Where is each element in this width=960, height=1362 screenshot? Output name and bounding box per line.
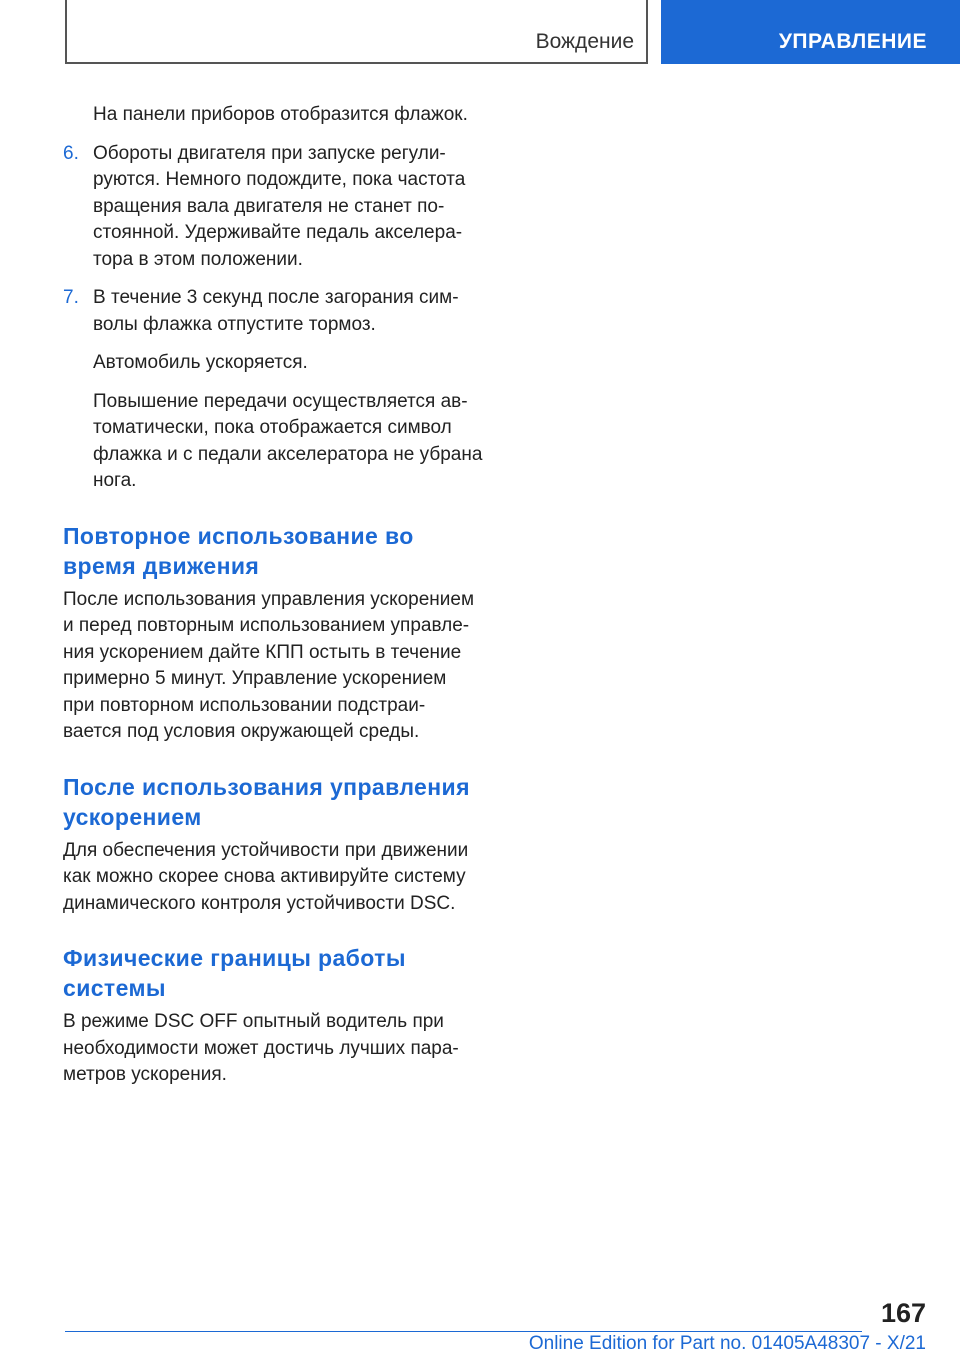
text-line: руются. Немного подождите, пока частота [93,169,466,190]
text-line: В режиме DSC OFF опытный водитель при [63,1011,444,1032]
text-line: волы флажка отпустите тормоз. [93,313,376,335]
heading-line: системы [63,975,166,1001]
section-heading-limits [63,943,493,1003]
main-content [63,102,493,1089]
text-line: и перед повторным использованием управле‐ [63,615,470,636]
section-body-after-use [63,838,493,918]
header-section-title: Вождение [535,30,634,53]
step-text [93,285,493,338]
header-chapter-tab [661,0,960,64]
text-line: ния ускорением дайте КПП остыть в течение [63,641,462,663]
text-line: Повышение передачи осуществляется ав‐ [93,390,468,412]
heading-line: ускорением [63,803,202,830]
text-line: динамического контроля устойчивости DSC. [63,892,456,914]
step-number: 6. [63,142,79,164]
text-line: при повторном использовании подстраи‐ [63,694,426,716]
header-section-box [65,0,648,64]
section-body-limits [63,1009,493,1089]
heading-line: Повторное использование во [63,522,414,549]
text-line: вается под условия окружающей среды. [63,721,420,742]
text-line: метров ускорения. [63,1064,227,1085]
text-line: томатически, пока отображается символ [93,417,452,438]
footer-divider [65,1331,862,1332]
text-line: нога. [93,470,137,491]
text-line: примерно 5 минут. Управление ускорением [63,668,447,689]
step-number: 7. [63,287,79,308]
header-chapter-label: УПРАВЛЕНИЕ [778,30,927,53]
text-line: флажка и с педали акселератора не убрана [93,443,483,465]
heading-line: После использования управления [63,773,470,800]
text-line: Для обеспечения устойчивости при движении [63,839,469,861]
step-text [93,141,493,274]
text-line: В течение 3 секунд после загорания сим‐ [93,287,459,308]
text-line: стоянной. Удерживайте педаль акселера‐ [93,222,463,243]
heading-line: время движения [63,552,260,579]
text-line: тора в этом положении. [93,248,303,270]
gear-shift-paragraph [63,389,493,495]
heading-line: Физические границы работы [63,945,406,971]
page-number: 167 [880,1298,926,1328]
text-line: Обороты двигателя при запуске регули‐ [93,142,446,164]
text-line: необходимости может достичь лучших пара‐ [63,1037,459,1059]
footer-edition: Online Edition for Part no. 01405A48307 - X/21 [528,1333,926,1354]
section-heading-after-use [63,772,493,832]
step-6 [63,141,493,274]
step-result-paragraph: Автомобиль ускоряется. [93,352,308,373]
step-7 [63,285,493,338]
text-line: как можно скорее снова активируйте систему [63,866,466,887]
text-line: После использования управления ускорением [63,588,475,610]
intro-paragraph: На панели приборов отобразится флажок. [93,104,468,125]
section-body-reuse [63,587,493,746]
section-heading-reuse [63,521,493,581]
text-line: вращения вала двигателя не станет по‐ [93,195,445,217]
